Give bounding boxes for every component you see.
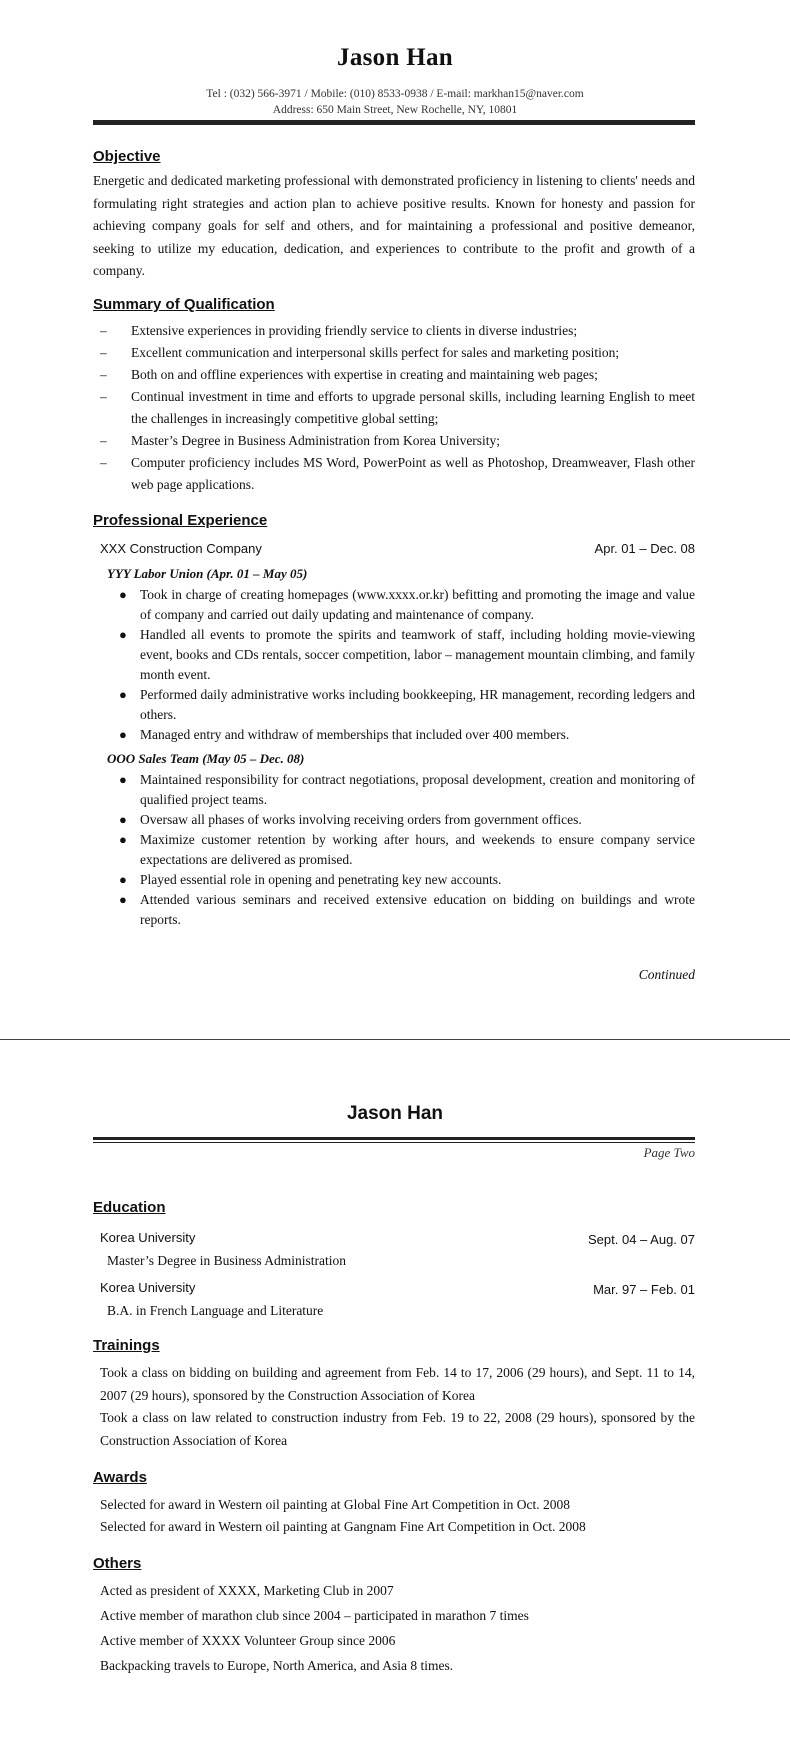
experience-heading: Professional Experience: [93, 512, 268, 529]
education-heading: Education: [93, 1199, 166, 1216]
list-item: ● Handled all events to promote the spirits and teamwork of staff, including holding movie-viewing event, books and CDs rentals, soccer competition, labor – management mountain climbing, and family month event.: [119, 627, 695, 682]
list-item: – Master’s Degree in Business Administration from Korea University;: [100, 433, 501, 448]
page-divider: [0, 1039, 790, 1040]
header-rule-top: [93, 1137, 695, 1140]
training-item: Took a class on bidding on building and agreement from Feb. 14 to 17, 2006 (29 hours), and Sept. 11 to 14, 2007 (29 hours), sponsored by the Construction Association of Korea: [100, 1365, 695, 1403]
list-item: – Excellent communication and interpersonal skills perfect for sales and marketing position;: [100, 345, 620, 360]
list-item: ● Maximize customer retention by working after hours, and weekends to ensure company service expectations are delivered as promised.: [119, 832, 695, 867]
header-rule: [93, 120, 695, 125]
school-name: Korea University: [100, 1280, 196, 1295]
list-item: – Computer proficiency includes MS Word, PowerPoint as well as Photoshop, Dreamweaver, Flash other web page applications.: [100, 455, 695, 492]
list-item: – Continual investment in time and efforts to upgrade personal skills, including learning English to meet the challenges in increasingly competitive global setting;: [100, 389, 695, 426]
degree: B.A. in French Language and Literature: [107, 1303, 324, 1318]
list-item: ● Attended various seminars and received extensive education on bidding on buildings and wrote reports.: [119, 892, 695, 927]
role-bullets: [115, 585, 695, 745]
award-item: Selected for award in Western oil painting at Gangnam Fine Art Competition in Oct. 2008: [100, 1519, 586, 1534]
trainings-heading: Trainings: [93, 1337, 160, 1354]
award-item: Selected for award in Western oil painting at Global Fine Art Competition in Oct. 2008: [100, 1497, 570, 1512]
list-item: ● Took in charge of creating homepages (www.xxxx.or.kr) befitting and promoting the image and value of company and carried out daily updating and maintenance of company.: [119, 587, 695, 622]
resume-name-page-two: Jason Han: [346, 1103, 444, 1124]
list-item: – Both on and offline experiences with expertise in creating and maintaining web pages;: [100, 367, 598, 382]
training-item: Took a class on law related to construction industry from Feb. 19 to 22, 2008 (29 hours), sponsored by the Construction Association of Korea: [100, 1410, 695, 1448]
list-item: – Extensive experiences in providing friendly service to clients in diverse industries;: [100, 323, 578, 338]
page-two-label: Page Two: [643, 1145, 695, 1160]
others-item: Active member of marathon club since 2004 – participated in marathon 7 times: [100, 1608, 529, 1623]
role-title: OOO Sales Team (May 05 – Dec. 08): [107, 751, 305, 766]
others-item: Backpacking travels to Europe, North America, and Asia 8 times.: [100, 1658, 454, 1673]
others-item: Active member of XXXX Volunteer Group since 2006: [100, 1633, 396, 1648]
school-name: Korea University: [100, 1230, 196, 1245]
degree: Master’s Degree in Business Administration: [107, 1253, 346, 1268]
objective-text: Energetic and dedicated marketing professional with demonstrated proficiency in listening to clients' needs and formulating right strategies and action plan to achieve positive results. Known for honesty and passion for achieving company goals for self and others, and for maintaining a professional and positive demeanor, seeking to utilize my education, dedication, and experiences to contribute to the profit and growth of a company.: [93, 173, 695, 278]
company-name: XXX Construction Company: [100, 541, 262, 556]
list-item: ● Maintained responsibility for contract negotiations, proposal development, creation and monitoring of qualified project teams.: [119, 772, 695, 807]
others-heading: Others: [93, 1555, 142, 1572]
others-item: Acted as president of XXXX, Marketing Club in 2007: [100, 1583, 394, 1598]
role-title: YYY Labor Union (Apr. 01 – May 05): [107, 566, 308, 581]
list-item: ● Managed entry and withdraw of memberships that included over 400 members.: [119, 727, 570, 742]
company-date: Apr. 01 – Dec. 08: [594, 541, 695, 556]
header-rule-bottom: [93, 1142, 695, 1143]
address-line: Address: 650 Main Street, New Rochelle, NY, 10801: [272, 104, 518, 116]
list-item: ● Played essential role in opening and penetrating key new accounts.: [119, 872, 502, 887]
role-bullets: [115, 770, 695, 930]
resume-name: Jason Han: [337, 44, 453, 71]
education-date: Mar. 97 – Feb. 01: [593, 1282, 695, 1297]
education-date: Sept. 04 – Aug. 07: [588, 1232, 695, 1247]
summary-heading: Summary of Qualification: [93, 296, 275, 313]
continued-label: Continued: [638, 967, 695, 982]
summary-list: [100, 320, 695, 496]
awards-heading: Awards: [93, 1469, 147, 1486]
list-item: ● Oversaw all phases of works involving receiving orders from government offices.: [119, 812, 582, 827]
contact-line: Tel : (032) 566-3971 / Mobile: (010) 8533-0938 / E-mail: markhan15@naver.com: [206, 88, 584, 100]
objective-heading: Objective: [93, 148, 161, 165]
list-item: ● Performed daily administrative works including bookkeeping, HR management, recording ledgers and others.: [119, 687, 695, 722]
